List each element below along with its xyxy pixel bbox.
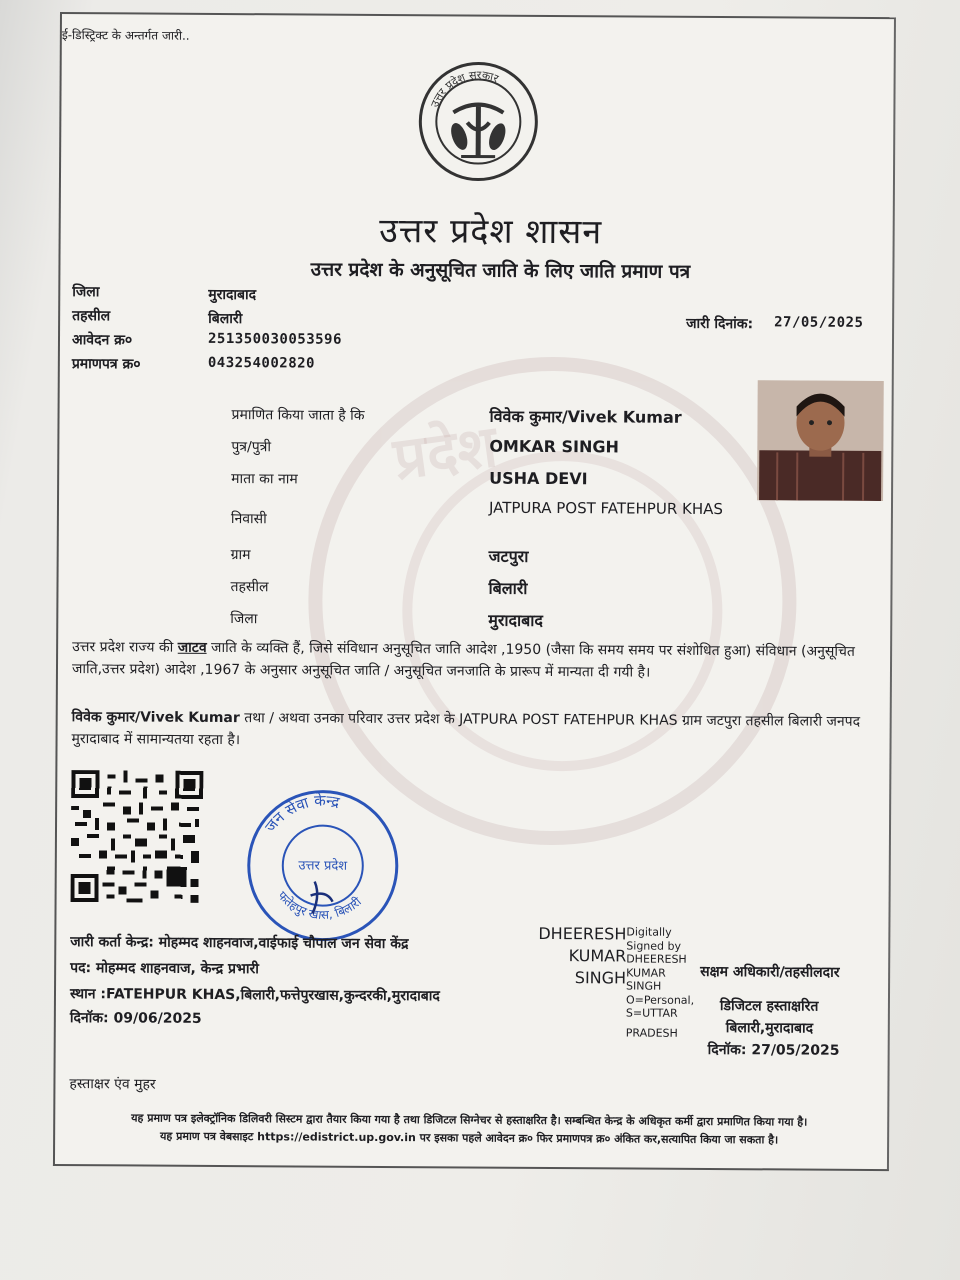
district-field-value: मुरादाबाद xyxy=(488,610,544,630)
issuer-date-label: दिनॉक: xyxy=(69,1010,109,1027)
sign-detail-line: KUMAR xyxy=(626,965,666,980)
digital-sign-details xyxy=(626,925,695,1039)
sign-detail-line: O=Personal, xyxy=(625,992,695,1007)
sign-name-line-3: SINGH xyxy=(574,968,627,988)
digital-sign-name xyxy=(514,923,626,990)
applicant-photo xyxy=(757,380,884,501)
district-value: मुरादाबाद xyxy=(208,286,257,304)
emblem-text: उत्तर प्रदेश सरकार xyxy=(428,68,501,110)
issuer-date-value: 09/06/2025 xyxy=(113,1010,202,1027)
sign-detail-line: Digitally xyxy=(626,925,672,939)
svg-text:उत्तर प्रदेश सरकार xyxy=(428,68,501,109)
sign-name-line-2: KUMAR xyxy=(568,946,627,966)
applicant-name: विवेक कुमार/Vivek Kumar xyxy=(489,406,682,427)
svg-text:जन सेवा केन्द्र xyxy=(261,791,342,836)
sign-detail-line: SINGH xyxy=(626,979,662,993)
officer-date xyxy=(708,1040,840,1060)
officer-date-label: दिनॉक: xyxy=(707,1041,747,1059)
issue-date-value: 27/05/2025 xyxy=(774,314,864,331)
issuer-center xyxy=(70,932,408,953)
certificate-subtitle: उत्तर प्रदेश के अनुसूचित जाति के लिए जाति प्रमाण पत्र xyxy=(310,258,691,283)
issuer-center-value: मोहम्मद शाहनवाज,वाईफाई चौपाल जन सेवा केंद्र xyxy=(158,934,409,953)
issuer-post xyxy=(70,958,259,978)
field-label-parent: पुत्र/पुत्री xyxy=(231,439,272,456)
caste-paragraph xyxy=(72,636,878,685)
issuer-post-value: मोहम्मद शाहनवाज, केन्द्र प्रभारी xyxy=(95,960,259,978)
caste-paragraph-rest: जाति के व्यक्ति हैं, जिसे संविधान अनुसूचित जाति आदेश ,1950 (जैसा कि समय समय पर संशोधित हुआ) संविधान (अनुसूचित जाति,उत्तर प्रदेश) आदेश ,1967 के अनुसार अनुसूचित जाति / अनुसूचित जनजाति के प्रारूप में मान्यता दी गयी है। xyxy=(71,639,855,681)
caste-name: जाटव xyxy=(177,639,207,656)
resident-address: JATPURA POST FATEHPUR KHAS xyxy=(488,498,724,519)
field-label-mother: माता का नाम xyxy=(231,471,298,488)
issuer-place xyxy=(70,984,440,1005)
officer-date-value: 27/05/2025 xyxy=(751,1042,840,1059)
issuer-place-label: स्थान : xyxy=(69,986,107,1003)
stamp-top-text: जन सेवा केन्द्र xyxy=(261,791,342,836)
application-label: आवेदन क्र० xyxy=(71,332,133,349)
field-label-resident: निवासी xyxy=(230,511,267,528)
tehsil-value: बिलारी xyxy=(208,310,243,328)
residence-name: विवेक कुमार/Vivek Kumar xyxy=(71,709,240,727)
watermark-seal: प्रदेश xyxy=(307,356,798,847)
stamp-center-text: उत्तर प्रदेश xyxy=(298,858,348,874)
jan-seva-stamp xyxy=(242,785,403,946)
tehsil-field-value: बिलारी xyxy=(488,578,528,598)
father-name: OMKAR SINGH xyxy=(489,436,620,457)
signature-seal-label: हस्ताक्षर एंव मुहर xyxy=(69,1076,156,1093)
sign-name-line-1: DHEERESH xyxy=(538,923,627,944)
header-note: ई-डिस्ट्रिक्ट के अन्तर्गत जारी.. xyxy=(61,28,190,43)
up-emblem xyxy=(417,60,540,183)
officer-title: सक्षम अधिकारी/तहसीलदार xyxy=(700,963,840,981)
field-label-district: जिला xyxy=(230,611,258,628)
residence-text: तथा / अथवा उनका परिवार उत्तर प्रदेश के JATPURA POST FATEHPUR KHAS ग्राम जटपुरा तहसील बिलारी जनपद मुरादाबाद में सामान्यतया रहता है। xyxy=(71,710,861,749)
issue-date-label: जारी दिनांक: xyxy=(686,315,754,333)
page-title: उत्तर प्रदेश शासन xyxy=(379,210,603,253)
issuer-post-label: पद: xyxy=(70,960,92,977)
footer-line-1: यह प्रमाण पत्र इलेक्ट्रॉनिक डिलिवरी सिस्टम द्वारा तैयार किया गया है तथा डिजिटल सिग्नेचर से हस्ताक्षरित है। सम्बन्धित केन्द्र के अधिकृत कर्मी द्वारा प्रमाणित किया गया है। xyxy=(131,1111,808,1129)
caste-paragraph-start: उत्तर प्रदेश राज्य की xyxy=(72,639,178,656)
footer-line-2: यह प्रमाण पत्र वेबसाइट https://edistrict.up.gov.in पर इसका पहले आवेदन क्र० फिर प्रमाणपत्र क्र० अंकित कर,सत्यापित किया जा सकता है। xyxy=(160,1129,779,1147)
district-label: जिला xyxy=(72,284,100,301)
tehsil-label: तहसील xyxy=(72,308,111,325)
field-label-certified: प्रमाणित किया जाता है कि xyxy=(231,407,365,424)
mother-name: USHA DEVI xyxy=(489,468,588,489)
certificate-label: प्रमाणपत्र क्र० xyxy=(71,356,141,373)
stamp-bottom-text: फतेहपुर खास, बिलारी xyxy=(275,888,364,923)
officer-place: बिलारी,मुरादाबाद xyxy=(725,1020,814,1037)
sign-detail-line: PRADESH xyxy=(625,1025,678,1040)
sign-detail-line: DHEERESH xyxy=(626,952,687,966)
certificate-number: 043254002820 xyxy=(207,354,316,372)
field-label-tehsil: तहसील xyxy=(230,579,269,596)
certificate-paper xyxy=(53,12,896,1171)
sign-detail-line: S=UTTAR xyxy=(625,1006,678,1020)
residence-paragraph xyxy=(71,706,877,755)
qr-code xyxy=(71,770,204,903)
issuer-date xyxy=(70,1008,202,1028)
application-number: 251350030053596 xyxy=(207,330,342,348)
issuer-place-value: FATEHPUR KHAS,बिलारी,फत्तेपुरखास,कुन्दरकी,मुरादाबाद xyxy=(105,986,440,1005)
field-label-village: ग्राम xyxy=(230,547,251,564)
issuer-center-label: जारी कर्ता केन्द्र: xyxy=(70,934,154,951)
officer-signed: डिजिटल हस्ताक्षरित xyxy=(719,998,819,1015)
village-value: जटपुरा xyxy=(488,546,529,566)
sign-detail-line: Signed by xyxy=(626,938,682,953)
